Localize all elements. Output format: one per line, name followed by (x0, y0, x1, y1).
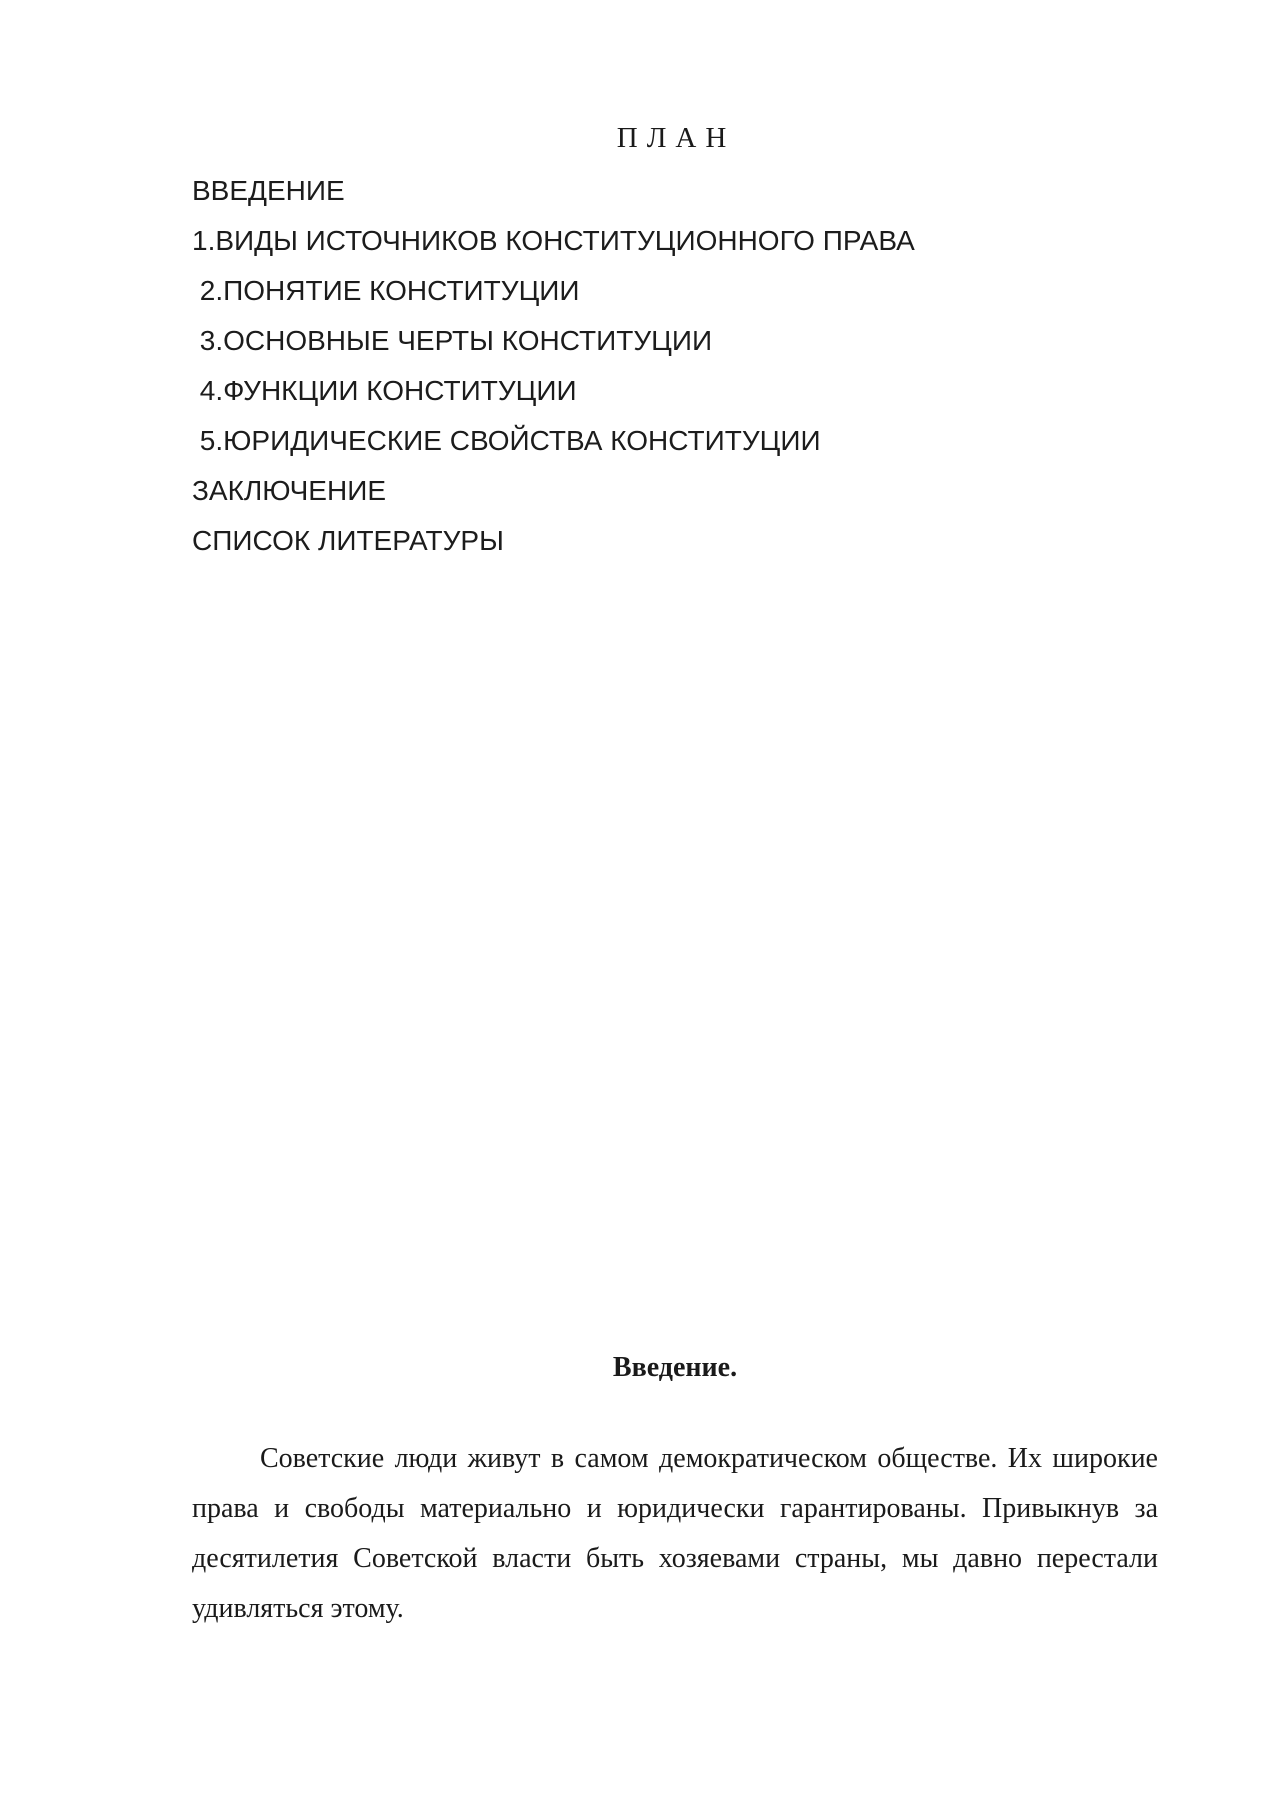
plan-item: 4.ФУНКЦИИ КОНСТИТУЦИИ (192, 375, 577, 406)
plan-list (192, 166, 915, 566)
plan-item: ЗАКЛЮЧЕНИЕ (192, 475, 386, 506)
introduction-paragraph: Советские люди живут в самом демократическом обществе. Их широкие права и свободы материально и юридически гарантированы. Привыкнув за десятилетия Советской власти быть хозяевами страны, мы давно перестали удивляться этому. (192, 1443, 1158, 1624)
plan-item: 5.ЮРИДИЧЕСКИЕ СВОЙСТВА КОНСТИТУЦИИ (192, 425, 821, 456)
plan-item: ВВЕДЕНИЕ (192, 175, 345, 206)
plan-item: 2.ПОНЯТИЕ КОНСТИТУЦИИ (192, 275, 580, 306)
plan-item: 1.ВИДЫ ИСТОЧНИКОВ КОНСТИТУЦИОННОГО ПРАВА (192, 225, 915, 256)
plan-item: 3.ОСНОВНЫЕ ЧЕРТЫ КОНСТИТУЦИИ (192, 325, 713, 356)
plan-item: СПИСОК ЛИТЕРАТУРЫ (192, 525, 504, 556)
plan-title: П Л А Н (616, 122, 728, 154)
introduction-heading: Введение. (612, 1352, 738, 1383)
